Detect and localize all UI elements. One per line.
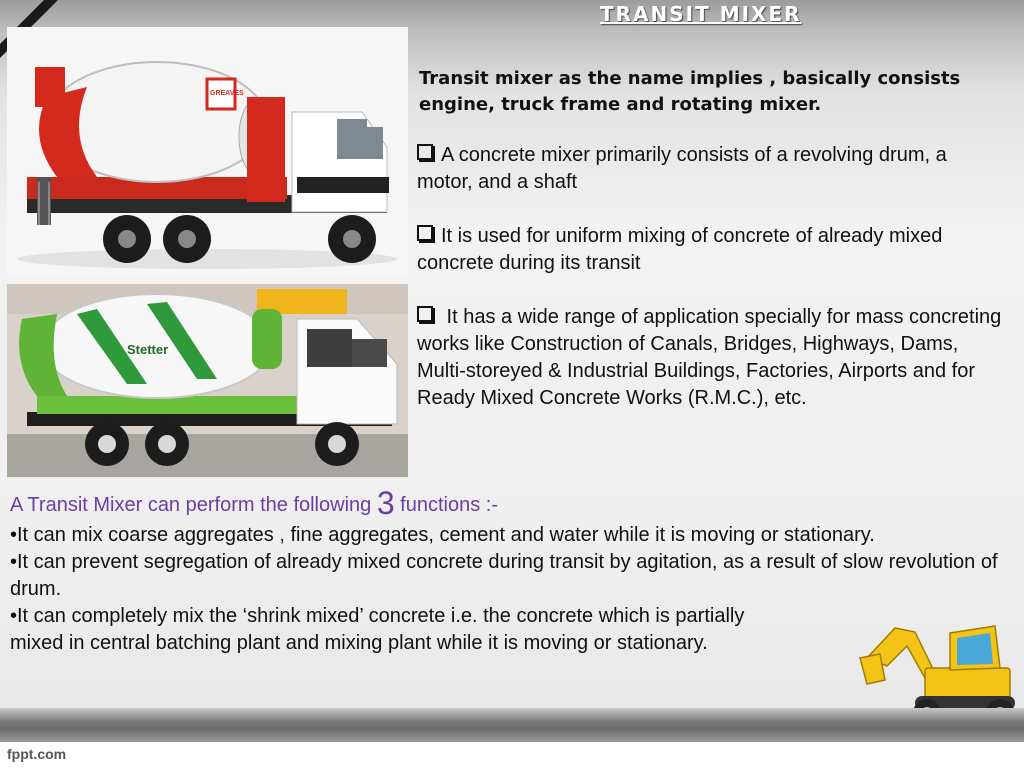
slide-title: TRANSIT MIXER <box>600 2 802 26</box>
bullet-item <box>417 304 1007 412</box>
bottom-bar <box>0 708 1024 742</box>
bullet-item <box>417 142 1007 196</box>
bullet-item <box>417 223 1007 277</box>
bullet-list <box>417 142 1007 439</box>
bullet-text: It is used for uniform mixing of concrete of already mixed concrete during its transit <box>417 225 943 274</box>
function-item: •It can mix coarse aggregates , fine aggregates, cement and water while it is moving or stationary. <box>10 524 875 546</box>
checkbox-bullet-icon <box>417 306 433 322</box>
greaves-logo: GREAVES <box>210 90 244 97</box>
checkbox-bullet-icon <box>417 225 433 241</box>
bullet-text: It has a wide range of application specially for mass concreting works like Construction of Canals, Bridges, Highways, Dams, Multi-storeyed & Industrial Buildings, Factories, Airports and for Ready Mixed Concrete Works (R.M.C.), etc. <box>417 306 1002 409</box>
footer-brand: fppt.com <box>7 746 67 762</box>
functions-heading: A Transit Mixer can perform the following 3 functions :- <box>10 485 499 521</box>
stetter-logo: Stetter <box>127 342 169 357</box>
function-item: •It can prevent segregation of already mixed concrete during transit by agitation, as a result of slow revolution of drum. <box>10 551 998 600</box>
green-transit-mixer-photo <box>7 284 408 477</box>
bullet-text: A concrete mixer primarily consists of a revolving drum, a motor, and a shaft <box>417 144 947 193</box>
checkbox-bullet-icon <box>417 144 433 160</box>
functions-count: 3 <box>376 485 395 521</box>
function-item: •It can completely mix the ‘shrink mixed’ concrete i.e. the concrete which is partially mixed in central batching plant and mixing plant while it is moving or stationary. <box>10 605 745 654</box>
intro-text: Transit mixer as the name implies , basically consists engine, truck frame and rotating mixer. <box>419 68 961 115</box>
footer-strip <box>0 742 1024 768</box>
red-transit-mixer-photo <box>7 27 408 277</box>
